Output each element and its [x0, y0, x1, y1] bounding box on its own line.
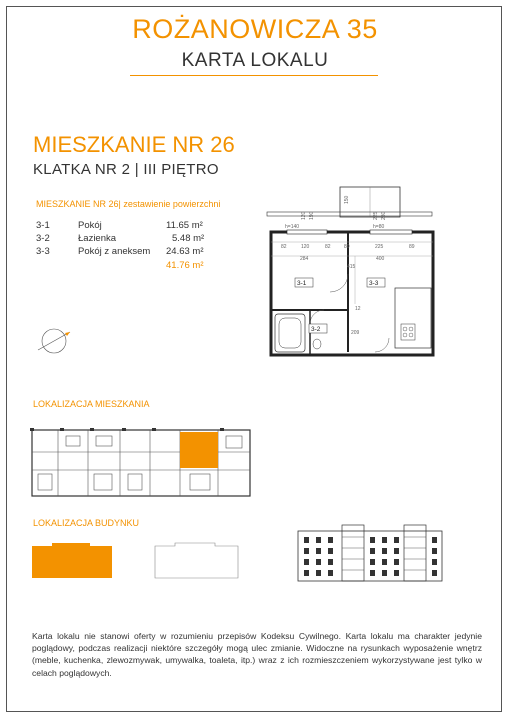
- room-id: 3-2: [36, 233, 50, 244]
- plan-dimension: 80: [344, 244, 350, 250]
- floor-plan: [255, 184, 445, 369]
- location-label: LOKALIZACJA MIESZKANIA: [33, 399, 150, 409]
- room-id: 3-1: [36, 220, 50, 231]
- building-location-label: LOKALIZACJA BUDYNKU: [33, 518, 140, 528]
- plan-dimension: 120: [301, 244, 310, 250]
- building-floor-plan: [30, 422, 255, 502]
- plan-dimension: 82: [325, 244, 331, 250]
- apartment-subtitle: KLATKA NR 2 | III PIĘTRO: [33, 161, 219, 178]
- compass-icon: [34, 326, 74, 356]
- plan-dimension: 150: [344, 195, 350, 204]
- building-elevation: [296, 523, 446, 583]
- room-name: Pokój: [78, 220, 102, 231]
- plan-room-label: 3-3: [369, 280, 379, 287]
- site-plan: [30, 540, 260, 585]
- room-name: Łazienka: [78, 233, 117, 244]
- highlighted-apartment: [180, 432, 218, 468]
- apartment-title: MIESZKANIE NR 26: [33, 132, 235, 157]
- plan-dimension: 190: [309, 211, 315, 220]
- plan-dimension: 209: [351, 330, 360, 336]
- page-title: ROŻANOWICZA 35: [132, 14, 378, 44]
- title-underline: [130, 75, 378, 76]
- room-area: 5.48 m²: [172, 233, 205, 244]
- disclaimer-text: Karta lokalu nie stanowi oferty w rozumieniu przepisów Kodeksu Cywilnego. Karta lokalu ma charakter jedynie poglądowy, podczas realizacji niektóre szczegóły mogą ulec zmianie. Widoczne na rysunkach wyposażenie wnętrz (meble, kuchenka, zlewozmywak, umywalka, toaleta, itp.) wraz z ich rozmieszczeniem wykorzystywane jest tylko w celach poglądowych.: [32, 631, 482, 678]
- plan-room-label: 3-2: [311, 326, 321, 333]
- plan-dimension: 225: [375, 244, 384, 250]
- plan-dimension: 225: [373, 211, 379, 220]
- room-id: 3-3: [36, 246, 50, 257]
- plan-room-label: 3-1: [297, 280, 307, 287]
- plan-dimension: 120: [301, 211, 307, 220]
- total-area: 41.76 m²: [166, 260, 204, 271]
- plan-dimension: 400: [376, 256, 385, 262]
- plan-dimension: 230: [381, 211, 387, 220]
- room-area: 24.63 m²: [166, 246, 204, 257]
- area-summary-label: MIESZKANIE NR 26| zestawienie powierzchni: [36, 199, 221, 209]
- plan-dimension: 284: [300, 256, 309, 262]
- room-name: Pokój z aneksem: [78, 246, 151, 257]
- plan-dimension: 89: [409, 244, 415, 250]
- page-subtitle: KARTA LOKALU: [181, 50, 329, 71]
- window-mark: h=80: [373, 224, 385, 230]
- plan-dimension: 415: [347, 264, 356, 270]
- room-area: 11.65 m²: [166, 220, 203, 231]
- plan-dimension: 12: [355, 306, 361, 312]
- window-mark: h=140: [285, 224, 300, 230]
- plan-dimension: 82: [281, 244, 287, 250]
